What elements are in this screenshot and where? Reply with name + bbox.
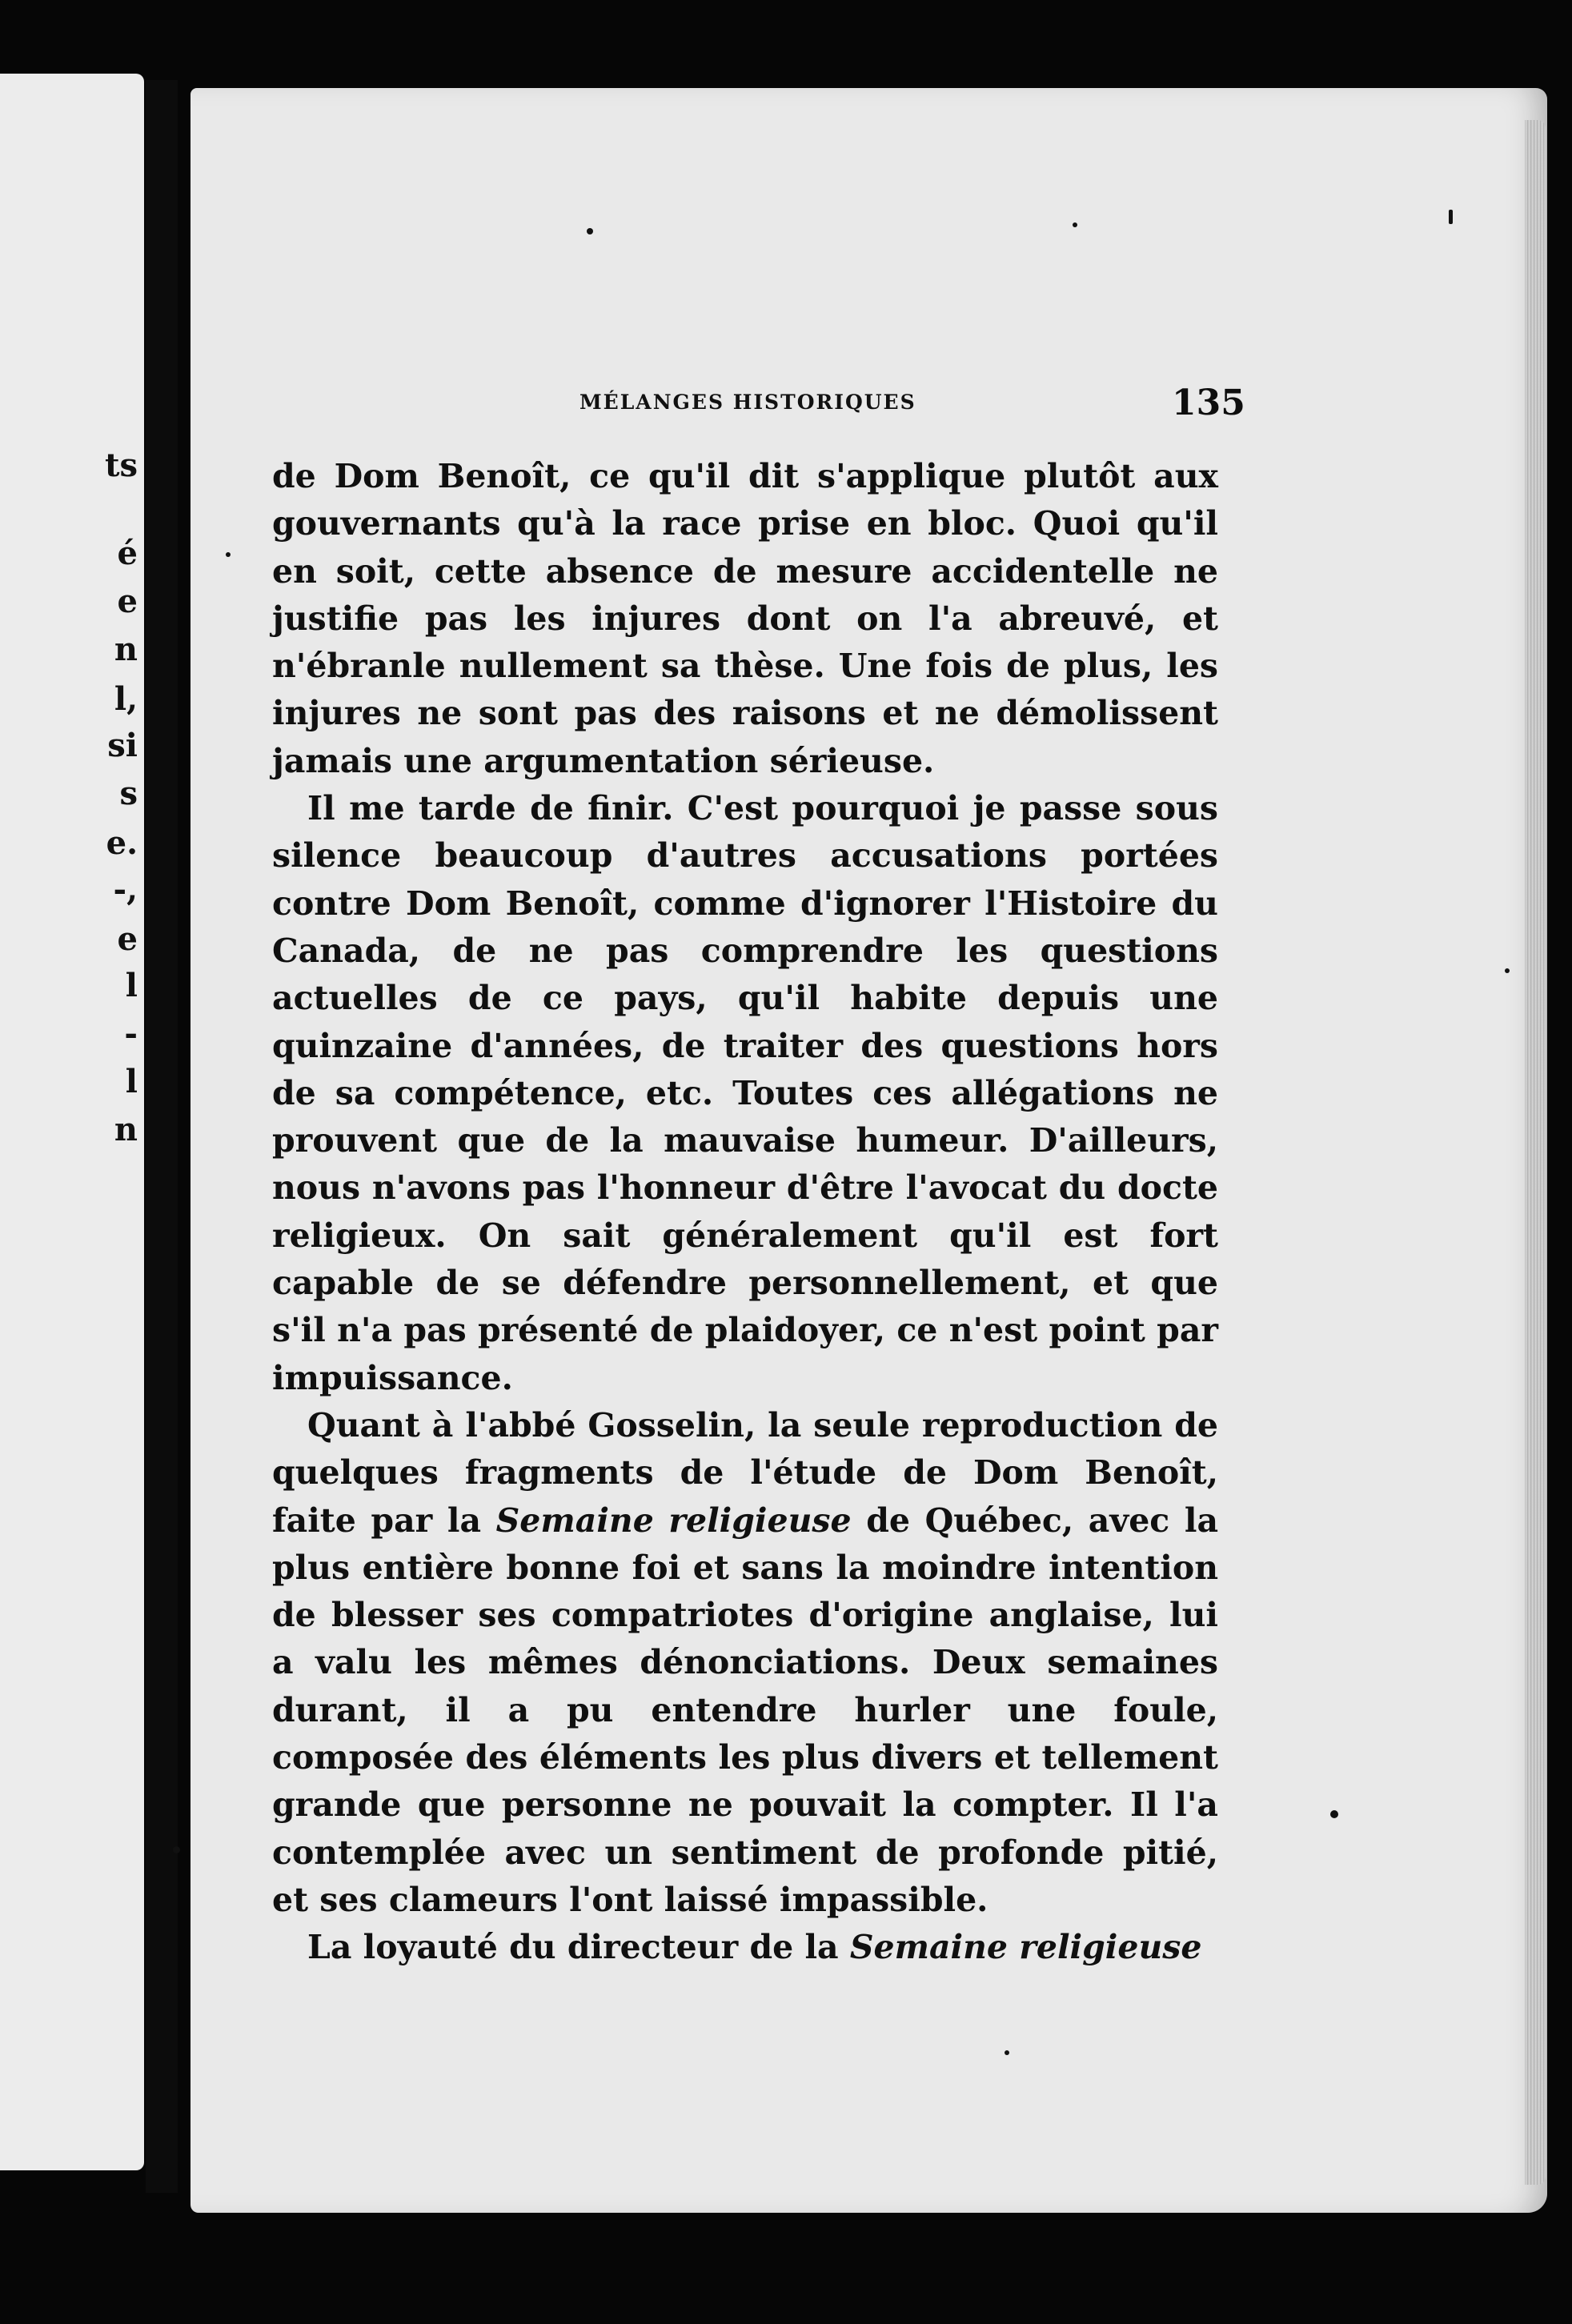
- left-page-fragment: s: [119, 775, 138, 812]
- left-page-fragment: e: [117, 583, 138, 620]
- running-head: [0, 383, 1572, 431]
- left-page-fragment: n: [114, 631, 138, 668]
- dust-speck: [1449, 210, 1453, 224]
- paragraph-text: La loyauté du directeur de la: [307, 1928, 850, 1967]
- body-text: [272, 453, 1218, 1972]
- dust-speck: [1330, 1810, 1338, 1818]
- dust-speck: [173, 1846, 180, 1853]
- left-page-fragment: é: [117, 535, 138, 572]
- paragraph: Il me tarde de finir. C'est pourquoi je passe sous silence beaucoup d'autres accusations portées contre Dom Benoît, comme d'ignorer l'Histoire du Canada, de ne pas comprendre les questions actuelles de ce pays, qu'il habite depuis une quinzaine d'années, de traiter des questions hors de sa compétence, etc. Toutes ces allégations ne prouvent que de la mauvaise humeur. D'ailleurs, nous n'avons pas l'honneur d'être l'avocat du docte religieux. On sait généralement qu'il est fort capable de se défendre personnellement, et que s'il n'a pas présenté de plaidoyer, ce n'est point par impuissance.: [272, 789, 1218, 1397]
- dust-speck: [587, 228, 593, 234]
- left-page-fragment: e.: [106, 824, 138, 862]
- paragraph: [272, 1402, 1218, 1924]
- left-page-fragment: -: [124, 1015, 138, 1052]
- left-page-fragment: si: [107, 727, 138, 764]
- dust-speck: [1505, 968, 1510, 973]
- dust-speck: [226, 552, 231, 557]
- left-page-fragment: n: [114, 1111, 138, 1148]
- left-page-fragment: l: [125, 1063, 138, 1100]
- left-page-fragment: l: [125, 967, 138, 1004]
- italic-title: Semaine religieuse: [495, 1501, 852, 1540]
- running-head-title: MÉLANGES HISTORIQUES: [579, 391, 916, 414]
- paragraph: de Dom Benoît, ce qu'il dit s'applique plutôt aux gouvernants qu'à la race prise en bloc. Quoi qu'il en soit, cette absence de mesure accidentelle ne justifie pas les injures dont on l'a abreuvé, et n'ébranle nullement sa thèse. Une fois de plus, les injures ne sont pas des raisons et ne démolissent jamais une argumentation sérieuse.: [272, 457, 1218, 780]
- paragraph-text: de Québec, avec la plus entière bonne foi et sans la moindre intention de blesser ses compatriotes d'origine anglaise, lui a valu les mêmes dénonciations. Deux semaines durant, il a pu entendre hurler une foule, composée des éléments les plus divers et tellement grande que personne ne pouvait la compter. Il l'a contemplée avec un sentiment de profonde pitié, et ses clameurs l'ont laissé impassible.: [272, 1501, 1219, 1919]
- left-page-fragment: e: [117, 920, 138, 958]
- left-page-fragment: ts: [105, 447, 138, 484]
- dust-speck: [1005, 2050, 1009, 2055]
- paragraph: [272, 1924, 1218, 1971]
- page-number: 135: [1172, 383, 1245, 423]
- paragraph-text: Quant à l'abbé Gosselin, la seule reproduction de quelques fragments de l'étude de Dom Benoît, faite par la: [272, 1405, 1218, 1540]
- left-page-fragment: l,: [114, 680, 138, 718]
- dust-speck: [1073, 222, 1077, 227]
- italic-title: Semaine religieuse: [849, 1928, 1202, 1967]
- left-page-fragment: -,: [113, 871, 138, 908]
